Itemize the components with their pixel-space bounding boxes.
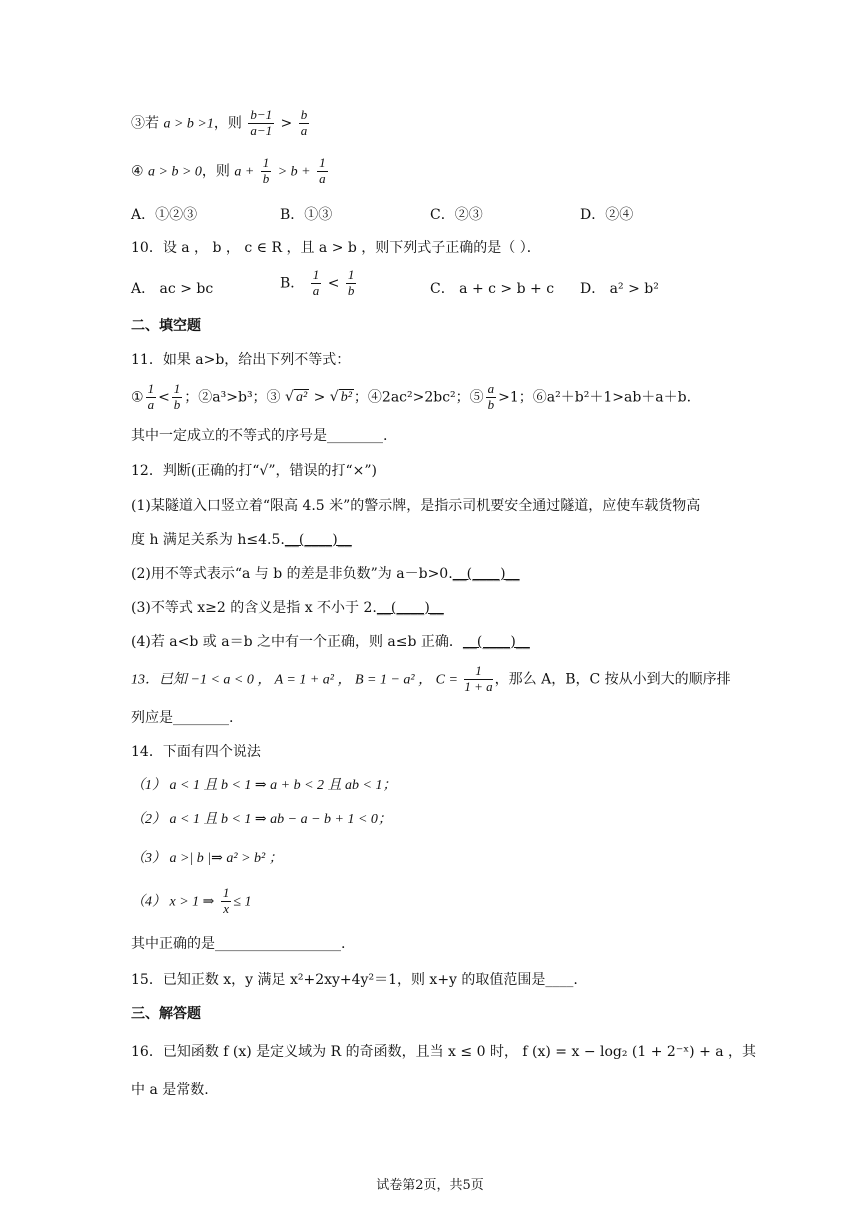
frac-den: a xyxy=(147,396,155,412)
q16-line-1: 16．已知函数 f (x) 是定义域为 R 的奇函数，且当 x ≤ 0 时， f (x) = x − log₂ (1 + 2⁻ˣ) + a ，其 xyxy=(131,1044,757,1060)
frac-num: 1 xyxy=(312,267,320,282)
q9-item-4-frac2 xyxy=(317,156,328,187)
frac-den: b xyxy=(173,396,181,412)
q14-statement-2: （2） a < 1 且 b < 1 ⇒ ab − a − b + 1 < 0； xyxy=(131,812,392,827)
q10-option-b xyxy=(280,268,358,299)
page-footer: 试卷第2页，共5页 xyxy=(376,1178,484,1193)
frac-den: 1 + a xyxy=(464,678,493,694)
q13-frac-c xyxy=(464,664,492,695)
q12-answer-blank-1[interactable]: __(____)__ xyxy=(284,532,352,548)
q13-text-a: 13．已知 −1 < a < 0 ， A = 1 + a² ， B = 1 − a² ， C = xyxy=(131,672,458,688)
q10-option-b-lt: < xyxy=(327,275,340,292)
q9-item-4-rel: > b + xyxy=(277,164,311,180)
q12-answer-blank-4[interactable]: __(____)__ xyxy=(462,634,530,650)
q11-frac-1a xyxy=(146,382,157,413)
q14-statement-4 xyxy=(131,886,252,917)
q12-part-1b-text: 度 h 满足关系为 h≤4.5. xyxy=(131,532,285,548)
q12-part-3 xyxy=(131,600,444,617)
q10-option-d: D． a² > b² xyxy=(580,281,659,297)
q12-part-2-text: (2)用不等式表示“a 与 b 的差是非负数”为 a－b>0. xyxy=(131,566,453,582)
q14-frac-x xyxy=(221,886,232,917)
q9-item-3-prefix: ③若 xyxy=(131,115,159,132)
q12-part-4-text: (4)若 a<b 或 a＝b 之中有一个正确，则 a≤b 正确． xyxy=(131,634,463,650)
q11-items: ① $\frac{1}{a}$ < $\frac{1}{b}$ ；②a³>b³；③ √ a² > √ b² ；④2ac²>2bc²；⑤ $\frac{a}{b}$ >1；⑥a²＋b²＋1>ab＋a＋b. xyxy=(131,381,692,412)
q11-frac-ab xyxy=(486,382,497,413)
q9-item-4-frac1 xyxy=(261,156,272,187)
frac-den: a xyxy=(312,282,320,298)
q11-items-b: ；②a³>b³；③ xyxy=(184,389,281,406)
section-fill-in-heading: 二、填空题 xyxy=(131,318,201,334)
q9-option-b: B．①③ xyxy=(280,207,333,223)
q9-option-c: C．②③ xyxy=(430,207,483,223)
q12-part-1b xyxy=(131,532,352,549)
q9-item-3 xyxy=(131,108,311,139)
q9-item-4-prefix: ④ xyxy=(131,163,144,180)
sqrt-radicand: b² xyxy=(340,390,352,406)
q11-sqrt-2: √ b² xyxy=(329,389,352,406)
frac-num: 1 xyxy=(262,155,270,170)
q9-option-a: A．①②③ xyxy=(131,207,198,223)
frac-den: b xyxy=(262,170,270,186)
q14-statement-4-a: （4） x > 1 ⇒ xyxy=(131,894,215,910)
q9-option-d: D．②④ xyxy=(580,207,634,223)
q12-answer-blank-3[interactable]: __(____)__ xyxy=(376,600,444,616)
q9-item-4-a: a + xyxy=(234,164,255,180)
q12-part-3-text: (3)不等式 x≥2 的含义是指 x 不小于 2. xyxy=(131,600,377,616)
q16-line-2: 中 a 是常数. xyxy=(131,1082,209,1098)
q15-stem: 15．已知正数 x，y 满足 x²+2xy+4y²＝1，则 x+y 的取值范围是____. xyxy=(131,972,578,988)
q10-stem: 10．设 a ， b ， c ∈ R ，且 a > b ，则下列式子正确的是（ ）． xyxy=(131,240,541,256)
frac-den: x xyxy=(223,900,229,916)
frac-num: a xyxy=(487,381,495,396)
q14-statement-4-b: ≤ 1 xyxy=(233,894,252,910)
frac-den: b xyxy=(347,282,355,298)
q11-item-1-mark: ① xyxy=(131,389,144,406)
frac-num: 1 xyxy=(173,381,181,396)
frac-num: b xyxy=(300,107,308,122)
sqrt-radicand: a² xyxy=(295,390,308,406)
q9-item-3-rel: > xyxy=(280,115,293,132)
q13-line-1 xyxy=(131,664,731,695)
q9-item-3-frac2 xyxy=(299,108,310,139)
q12-part-2 xyxy=(131,566,520,583)
q11-items-c: ；④2ac²>2bc²；⑤ xyxy=(353,389,484,406)
q10-option-b-label: B． xyxy=(280,275,305,292)
frac-num: b−1 xyxy=(250,107,273,122)
q12-stem: 12．判断(正确的打“√”，错误的打“×”) xyxy=(131,463,378,479)
q10-option-c: C． a + c > b + c xyxy=(430,281,555,297)
q9-item-3-frac1 xyxy=(248,108,274,139)
q14-stem: 14．下面有四个说法 xyxy=(131,744,261,760)
frac-den: a xyxy=(300,122,308,138)
q14-statement-1: （1） a < 1 且 b < 1 ⇒ a + b < 2 且 ab < 1； xyxy=(131,778,397,793)
frac-den: a xyxy=(319,170,326,186)
q14-tail: 其中正确的是__________________. xyxy=(131,936,346,952)
frac-den: a−1 xyxy=(250,122,273,138)
q12-part-4 xyxy=(131,634,530,651)
q10-option-b-frac1 xyxy=(311,268,322,299)
frac-num: 1 xyxy=(347,267,355,282)
frac-num: 1 xyxy=(222,885,230,900)
q11-items-d: >1；⑥a²＋b²＋1>ab＋a＋b. xyxy=(498,389,692,406)
frac-num: 1 xyxy=(464,664,492,680)
q10-option-a: A． ac > bc xyxy=(131,281,214,297)
q11-frac-1b xyxy=(172,382,183,413)
q9-item-4-mid: ，则 xyxy=(201,163,230,180)
q11-stem: 11．如果 a>b，给出下列不等式： xyxy=(131,352,351,368)
frac-num: 1 xyxy=(147,381,155,396)
frac-num: 1 xyxy=(319,155,326,170)
q9-item-3-mid: ，则 xyxy=(213,115,242,132)
q9-item-4-cond: a > b > 0 xyxy=(148,164,202,180)
q9-item-3-cond: a > b >1 xyxy=(163,116,214,132)
section-answer-heading: 三、解答题 xyxy=(131,1006,201,1022)
q11-tail: 其中一定成立的不等式的序号是________. xyxy=(131,428,388,444)
q13-line-2: 列应是________. xyxy=(131,710,234,726)
q12-answer-blank-2[interactable]: __(____)__ xyxy=(452,566,520,582)
q11-sqrt-1: √ a² xyxy=(285,389,308,406)
q12-part-1a: (1)某隧道入口竖立着“限高 4.5 米”的警示牌，是指示司机要安全通过隧道，应使车载货物高 xyxy=(131,498,701,514)
q14-statement-3: （3） a >| b |⇒ a² > b² ； xyxy=(131,851,283,866)
q10-option-b-frac2 xyxy=(346,268,357,299)
q13-text-b: ，那么 A，B，C 按从小到大的顺序排 xyxy=(494,671,731,688)
q9-item-4 xyxy=(131,156,330,187)
frac-den: b xyxy=(487,396,495,412)
